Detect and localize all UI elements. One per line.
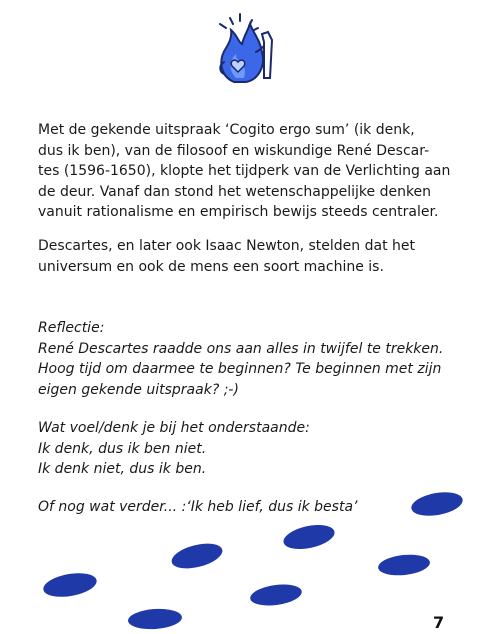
reflection-heading: Reflectie: <box>38 320 105 336</box>
footprint-icon <box>169 539 225 573</box>
text-line: vanuit rationalisme en empirisch bewijs steeds centraler. <box>38 204 439 220</box>
text-line: tes (1596-1650), klopte het tijdperk van de Verlichting aan <box>38 163 451 179</box>
text-line: universum en ook de mens een soort machine is. <box>38 258 384 275</box>
text-line: de deur. Vanaf dan stond het wetenschappelijke denken <box>38 183 432 200</box>
text-line: eigen gekende uitspraak? ;-) <box>38 381 239 398</box>
text-line: dus ik ben), van de filosoof en wiskundige René Descar- <box>38 142 430 159</box>
feel-block <box>38 418 452 480</box>
reflection-block <box>38 318 452 400</box>
footprint-icon <box>281 521 336 553</box>
page-number: 7 <box>433 613 445 632</box>
text-line: Met de gekende uitspraak ‘Cogito ergo sum’ (ik denk, <box>38 122 415 138</box>
text-line: Ik denk, dus ik ben niet. <box>38 440 207 457</box>
text-line: Ik denk niet, dus ik ben. <box>38 461 207 477</box>
intro-paragraph <box>38 120 452 223</box>
machine-paragraph <box>38 236 452 277</box>
further-line: Of nog wat verder... :‘Ik heb lief, dus ik besta’ <box>38 499 358 515</box>
feel-question: Wat voel/denk je bij het onderstaande: <box>38 420 310 436</box>
blue-flame-character-icon <box>212 10 276 86</box>
footprint-icon <box>42 569 99 600</box>
footprint-icon <box>377 552 431 577</box>
text-line: Descartes, en later ook Isaac Newton, stelden dat het <box>38 238 416 254</box>
text-line: Hoog tijd om daarmee te beginnen? Te beginnen met zijn <box>38 361 442 377</box>
footprint-icon <box>127 607 182 631</box>
footprint-icon <box>249 581 303 608</box>
text-line: René Descartes raadde ons aan alles in twijfel te trekken. <box>38 340 444 357</box>
